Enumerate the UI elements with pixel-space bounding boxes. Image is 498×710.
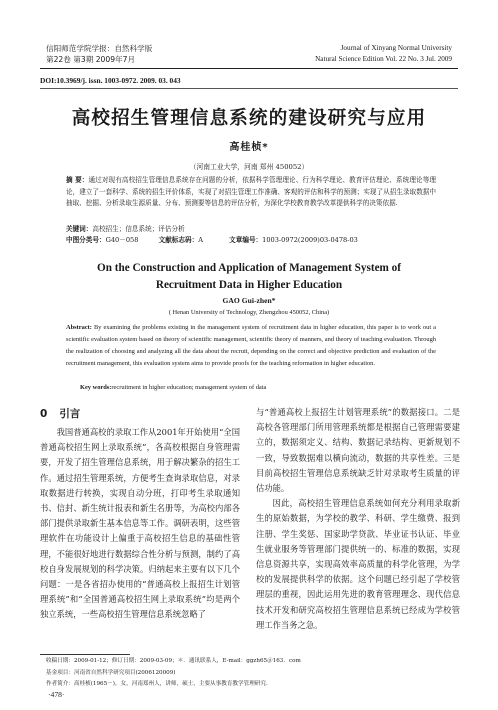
- journal-header-cn: [46, 43, 152, 65]
- paper-title-en: On the Construction and Application of Management System of Recruitment Data in Higher Education: [97, 262, 401, 291]
- issue-info-cn: 第22卷 第3期 2009年7月: [46, 55, 136, 64]
- keywords-en: [80, 382, 436, 393]
- issue-info-en: Natural Science Edition Vol. 22 No. 3 Jul. 2009: [315, 55, 452, 63]
- footnotes: [46, 656, 458, 691]
- classification-cn: [66, 235, 436, 246]
- doc-code-value: A: [198, 236, 203, 244]
- body-column-right: [256, 405, 460, 633]
- abstract-text-cn: 通过对现有高校招生管理信息系统存在问题的分析，依据科学管理理论、行为科学理论、教育评估理论、系统理论等理论，建立了一套科学、系统的招生评价体系，实现了对招生管理工作准确、客观的评估和科学的预测；实现了从招生录取数据中抽取、挖掘、分析录取生源质量、分布、预测要等信息的评估分析，为深化学校教育教学改革提供科学的决策依据.: [66, 176, 437, 208]
- doc-code-label: 文献标志码：: [158, 236, 199, 244]
- author-cn: 高桂桢*: [229, 142, 269, 153]
- header-rule: [40, 68, 458, 69]
- body-paragraph: 与“普通高校上报招生计划管理系统”的数据接口。二是高校各管理部门所用管理系统都是根据自己管理需要建立的，数据须定义、结构、数据记录结构、更新规划不一致，导致数据难以横向流动，数据的共享性差。三是目前高校招生管理信息系统缺乏针对录取考生质量的评估功能。: [256, 407, 460, 494]
- author-en: GAO Gui-zhen*: [222, 296, 276, 305]
- abstract-label-en: Abstract:: [66, 324, 92, 331]
- footnote-author: 作者简介：高桂桢(1965－)，女，河南郑州人，讲师，硕士，主要从事教育教学管理研究.: [46, 681, 268, 687]
- journal-name-cn: 信阳师范学院学报：自然科学版: [46, 44, 153, 53]
- clc-label: 中图分类号：: [66, 236, 106, 244]
- body-paragraph: 我国普通高校的录取工作从2001年开始使用“全国普通高校招生网上录取系统”，各高校根据自身管理需要，开发了招生管理信息系统，用于解决繁杂的招生工作。通过招生管理系统，方便考生查询录取信息，对录取数据进行转换，实现自动分班，打印考生录取通知书、信封、新生统计报表和新生名册等，为高校内部各部门提供录取新生基本信息等工作。调研表明，这些管理软件在功能设计上偏重于高校招生信息的基础性管理，不能很好地进行数据综合性分析与预测，制约了高校自身发展规划的科学决策。归纳起来主要有以下几个问题：一是各省招办使用的“普通高校上报招生计划管理系统”和“全国普通高校招生网上录取系统”均是两个独立系统，一些高校招生管理信息系统忽略了: [40, 427, 240, 620]
- section-heading: [40, 406, 240, 421]
- abstract-text-en: By examining the problems existing in the management system of recruitment data in higher education, this paper is to work out a scientific evaluation system based on theory of scientific management, scientific theory of manners, and theory of teaching evaluation. Through the realization of choosing and analyzing all the data about the recruit, depending on the correct and objective prediction and evaluation of the recruitment management, this evaluation system aims to provide proofs for the teaching reformation in higher education.: [66, 324, 436, 367]
- affiliation-en: ( Henan University of Technology, Zhengzhou 450052, China): [168, 309, 330, 316]
- keywords-text-en: recruitment in higher education; management system of data: [111, 384, 267, 391]
- abstract-en: [66, 322, 436, 370]
- page-number: ·478·: [48, 690, 65, 699]
- keywords-label-cn: 关键词：: [66, 225, 93, 233]
- doi: DOI:10.3969/j. issn. 1003-0972. 2009. 03. 043: [40, 76, 181, 85]
- body-paragraph: 因此，高校招生管理信息系统如何充分利用录取新生的原始数据，为学校的教学、科研、学生缴费、报到注册、学生奖惩、国家助学贷款、毕业证书认证、毕业生就业服务等管理部门提供统一的、标准的数据，实现信息资源共享，实现高效率高质量的科学化管理，为学校的发展提供科学的依据。这个问题已经引起了学校管理层的重视，因此运用先进的教育管理理念、现代信息技术开发和研究高校招生管理信息系统已经成为学校管理工作当务之急。: [256, 498, 460, 630]
- footnote-funding: 基金项目：河南省自然科学研究项目(2006120009): [46, 669, 176, 676]
- article-id-label: 文章编号：: [229, 236, 263, 244]
- keywords-label-en: Key words:: [80, 384, 112, 391]
- paper-title-cn: 高校招生管理信息系统的建设研究与应用: [71, 108, 427, 129]
- footnote-rule: [40, 654, 130, 655]
- journal-name-en: Journal of Xinyang Normal University: [340, 44, 452, 52]
- affiliation-cn: （河南工业大学，河南 郑州 450052）: [189, 163, 309, 171]
- journal-header-en: [315, 43, 452, 65]
- footnote-received: 收稿日期：2009-01-12；修订日期：2009-03-09；＊．通讯联系人，E-mail：ggzh65＠163．com: [46, 658, 301, 664]
- article-id-value: 1003-0972(2009)03-0478-03: [262, 236, 358, 244]
- doi-rule: [40, 88, 458, 89]
- keywords-cn: [66, 224, 436, 235]
- abstract-label-cn: 摘 要：: [66, 176, 89, 184]
- body-column-left: [40, 425, 240, 623]
- keywords-text-cn: 高校招生；信息系统；评估分析: [92, 225, 185, 233]
- clc-value: G40－058: [105, 236, 139, 244]
- section-number: 0: [40, 408, 48, 420]
- abstract-cn: [66, 175, 436, 210]
- section-title: 引言: [59, 408, 81, 420]
